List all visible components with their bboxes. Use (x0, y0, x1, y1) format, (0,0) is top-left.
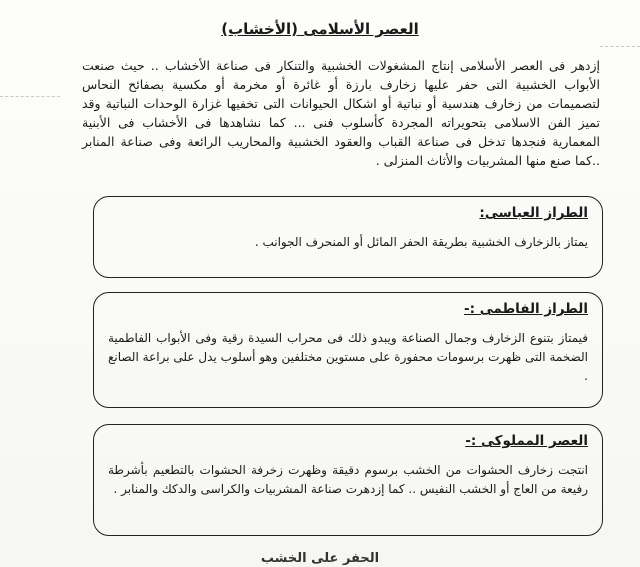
next-section-title: الحفر على الخشب (260, 551, 380, 566)
intro-paragraph: إزدهر فى العصر الأسلامى إنتاج المشغولات الخشبية والتنكار فى صناعة الأخشاب .. حيث صنعت الأبواب الخشبية التى حفر عليها زخارف بارزة أو غائرة أو مخرمة أو مكسية بصفائح النحاس لتصميمات من زخارف هندسية أو نباتية أو اشكال الحيوانات التى تخفيها غزارة الوحدات النباتية وقد تميز الفن الاسلامى بتحويراته المجردة كأسلوب فنى ... كما نشاهدها فى الأخشاب فى الأبنية المعمارية فنجدها تدخل فى صناعة القباب والعقود الخشبية والمحاريب الرائعة وفى صناعة المنابر ..كما صنع منها المشربيات والأثاث المنزلى . (82, 58, 600, 168)
page-title-text: العصر الأسلامى (الأخشاب) (221, 20, 419, 38)
section-body: انتجت زخارف الحشوات من الخشب برسوم دقيقة وظهرت زخرفة الحشوات بالتطعيم بأشرطة رفيعة من العاج أو الخشب النفيس .. كما إزدهرت صناعة المشربيات والكراسى والدكك والمنابر . (108, 463, 588, 496)
section-mamluk (93, 424, 603, 536)
section-body: فيمتاز بتنوع الزخارف وجمال الصناعة ويبدو ذلك فى محراب السيدة رقية وفى الأبواب الفاطمية الضخمة التى ظهرت برسومات محفورة على مستوين مختلفين وهو أسلوب يدل على براعة الصانع . (108, 331, 588, 383)
scan-mark-right (600, 46, 640, 47)
section-fatimid (93, 292, 603, 408)
section-heading: الطراز العباسى: (479, 205, 588, 221)
section-heading: الطراز الفاطمى :- (464, 301, 588, 317)
page-title (0, 20, 640, 38)
section-body: يمتاز بالزخارف الخشبية بطريقة الحفر المائل أو المنحرف الجوانب . (254, 235, 588, 249)
scan-mark-left (0, 96, 60, 97)
section-abbasid (93, 196, 603, 278)
section-heading: العصر المملوكى :- (465, 433, 588, 449)
